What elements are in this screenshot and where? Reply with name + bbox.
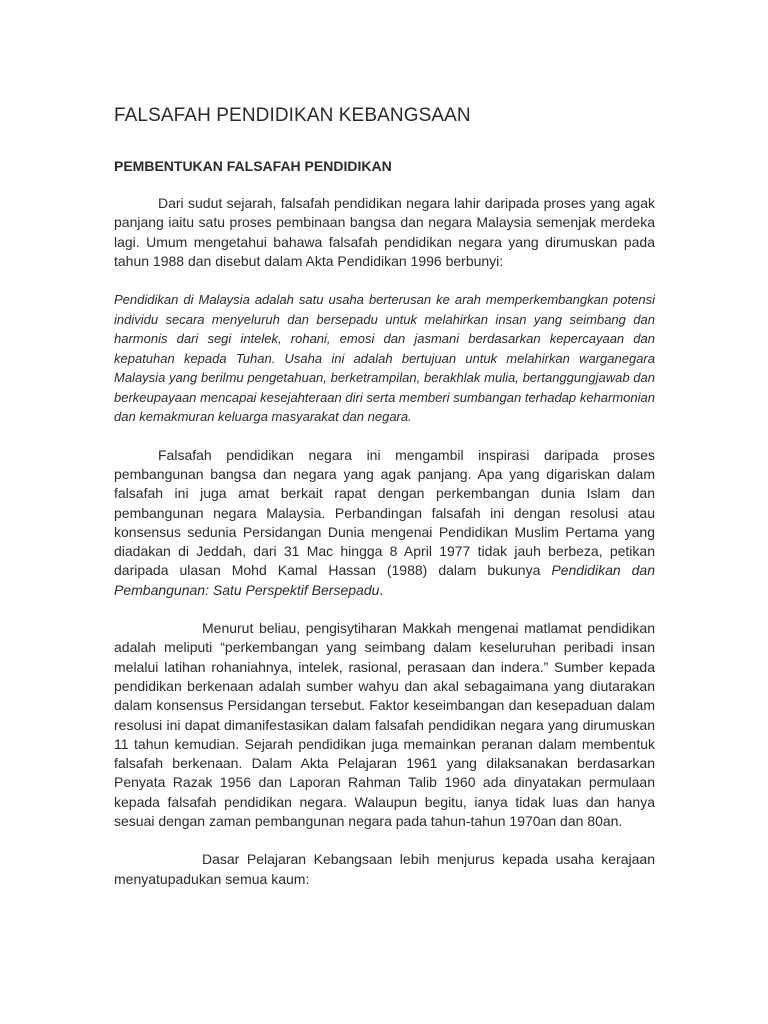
document-page [114,102,655,908]
paragraph-makkah-declaration: Menurut beliau, pengisytiharan Makkah mengenai matlamat pendidikan adalah meliputi “perkembangan yang seimbang dalam keseluruhan peribadi insan melalui latihan rohaniahnya, intelek, rasional, perasaan dan indera.” Sumber kepada pendidikan berkenaan adalah sumber wahyu dan akal sebagaimana yang diutarakan dalam konsensus Persidangan tersebut. Faktor keseimbangan dan kesepaduan dalam resolusi ini dapat dimanifestasikan dalam falsafah pendidikan negara yang dirumuskan 11 tahun kemudian. Sejarah pendidikan juga memainkan peranan dalam membentuk falsafah berkenaan. Dalam Akta Pelajaran 1961 yang dilaksanakan berdasarkan Penyata Razak 1956 dan Laporan Rahman Talib 1960 ada dinyatakan permulaan kepada falsafah pendidikan negara. Walaupun begitu, ianya tidak luas dan hanya sesuai dengan zaman pembangunan negara pada tahun-tahun 1970an dan 80an. [114,620,655,830]
paragraph-inspiration-end: . [379,581,384,598]
paragraph-inspiration [114,446,655,600]
section-heading: PEMBENTUKAN FALSAFAH PENDIDIKAN [114,158,392,174]
book-title: Pendidikan dan Pembangunan: Satu Perspektif Bersepadu [114,562,655,598]
paragraph-inspiration-text: Falsafah pendidikan negara ini mengambil inspirasi daripada proses pembangunan bangsa dan negara yang agak panjang. Apa yang digariskan dalam falsafah ini juga amat berkait rapat dengan perkembangan dunia Islam dan pembangunan negara Malaysia. Perbandingan falsafah ini dengan resolusi atau konsensus sedunia Persidangan Dunia mengenai Pendidikan Muslim Pertama yang diadakan di Jeddah, dari 31 Mac hingga 8 April 1977 tidak jauh berbeza, petikan daripada ulasan Mohd Kamal Hassan (1988) dalam bukunya [114,446,655,579]
paragraph-national-policy: Dasar Pelajaran Kebangsaan lebih menjurus kepada usaha kerajaan menyatupadukan semua kaum: [114,851,655,887]
document-title: FALSAFAH PENDIDIKAN KEBANGSAAN [114,105,471,126]
philosophy-quote: Pendidikan di Malaysia adalah satu usaha berterusan ke arah memperkembangkan potensi individu secara menyeluruh dan bersepadu untuk melahirkan insan yang seimbang dan harmonis dari segi intelek, rohani, emosi dan jasmani berdasarkan kepercayaan dan kepatuhan kepada Tuhan. Usaha ini adalah bertujuan untuk melahirkan warganegara Malaysia yang berilmu pengetahuan, berketrampilan, berakhlak mulia, bertanggungjawab dan berkeupayaan mencapai kesejahteraan diri serta memberi sumbangan terhadap keharmonian dan kemakmuran keluarga masyarakat dan negara. [114,292,655,425]
paragraph-intro: Dari sudut sejarah, falsafah pendidikan negara lahir daripada proses yang agak panjang iaitu satu proses pembinaan bangsa dan negara Malaysia semenjak merdeka lagi. Umum mengetahui bahawa falsafah pendidikan negara yang dirumuskan pada tahun 1988 dan disebut dalam Akta Pendidikan 1996 berbunyi: [114,195,655,269]
